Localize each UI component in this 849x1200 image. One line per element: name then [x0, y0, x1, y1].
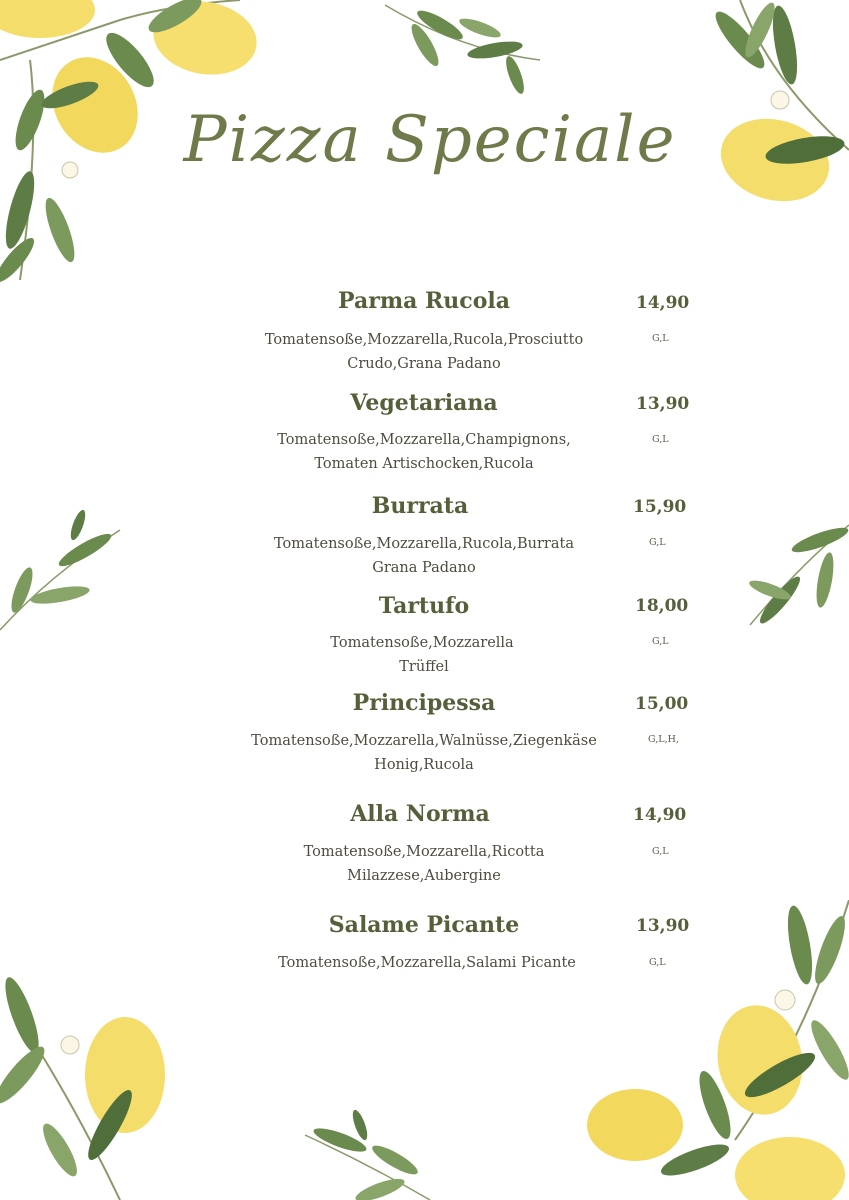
item-allergens: G,L	[652, 333, 669, 344]
item-name: Alla Norma	[350, 801, 490, 827]
item-name: Burrata	[371, 493, 469, 519]
item-name: Principessa	[352, 690, 496, 716]
item-description-line-1: Tomatensoße,Mozzarella	[330, 635, 514, 651]
lemon-branch-bottom-left-illustration	[0, 975, 180, 1200]
item-name: Tartufo	[378, 593, 470, 619]
item-description-line-1: Tomatensoße,Mozzarella,Champignons,	[277, 432, 571, 448]
item-description-line-2: Honig,Rucola	[374, 757, 474, 773]
item-allergens: G,L	[652, 846, 669, 857]
item-name: Salame Picante	[328, 912, 520, 938]
leaf-sprig-bottom-center-illustration	[300, 1105, 440, 1200]
item-price: 13,90	[636, 916, 690, 936]
item-price: 15,90	[633, 497, 687, 517]
leaf-sprig-right-illustration	[730, 515, 849, 635]
item-description-line-2: Tomaten Artischocken,Rucola	[314, 456, 534, 472]
item-price: 14,90	[636, 293, 690, 313]
item-description-line-1: Tomatensoße,Mozzarella,Ricotta	[303, 844, 545, 860]
item-description-line-2: Trüffel	[399, 659, 449, 675]
item-price: 18,00	[635, 596, 689, 616]
menu-title: Pizza Speciale	[183, 103, 677, 177]
item-price: 14,90	[633, 805, 687, 825]
lemon-branch-top-right-illustration	[700, 0, 849, 210]
item-price: 13,90	[636, 394, 690, 414]
item-description-line-2: Milazzese,Aubergine	[347, 868, 501, 884]
lemon-branch-bottom-right-illustration	[585, 900, 849, 1200]
item-allergens: G,L	[649, 537, 666, 548]
item-description-line-1: Tomatensoße,Mozzarella,Rucola,Prosciutto	[264, 332, 584, 348]
item-allergens: G,L,H,	[648, 734, 679, 745]
item-description-line-1: Tomatensoße,Mozzarella,Walnüsse,Ziegenkäse	[251, 733, 597, 749]
item-name: Vegetariana	[350, 390, 498, 416]
item-price: 15,00	[635, 694, 689, 714]
item-description-line-1: Tomatensoße,Mozzarella,Salami Picante	[278, 955, 576, 971]
item-description-line-1: Tomatensoße,Mozzarella,Rucola,Burrata	[274, 536, 574, 552]
item-description-line-2: Grana Padano	[372, 560, 476, 576]
item-allergens: G,L	[652, 434, 669, 445]
item-allergens: G,L	[649, 957, 666, 968]
leaf-sprig-left-illustration	[0, 505, 130, 635]
item-allergens: G,L	[652, 636, 669, 647]
item-description-line-2: Crudo,Grana Padano	[347, 356, 501, 372]
item-name: Parma Rucola	[338, 288, 510, 314]
